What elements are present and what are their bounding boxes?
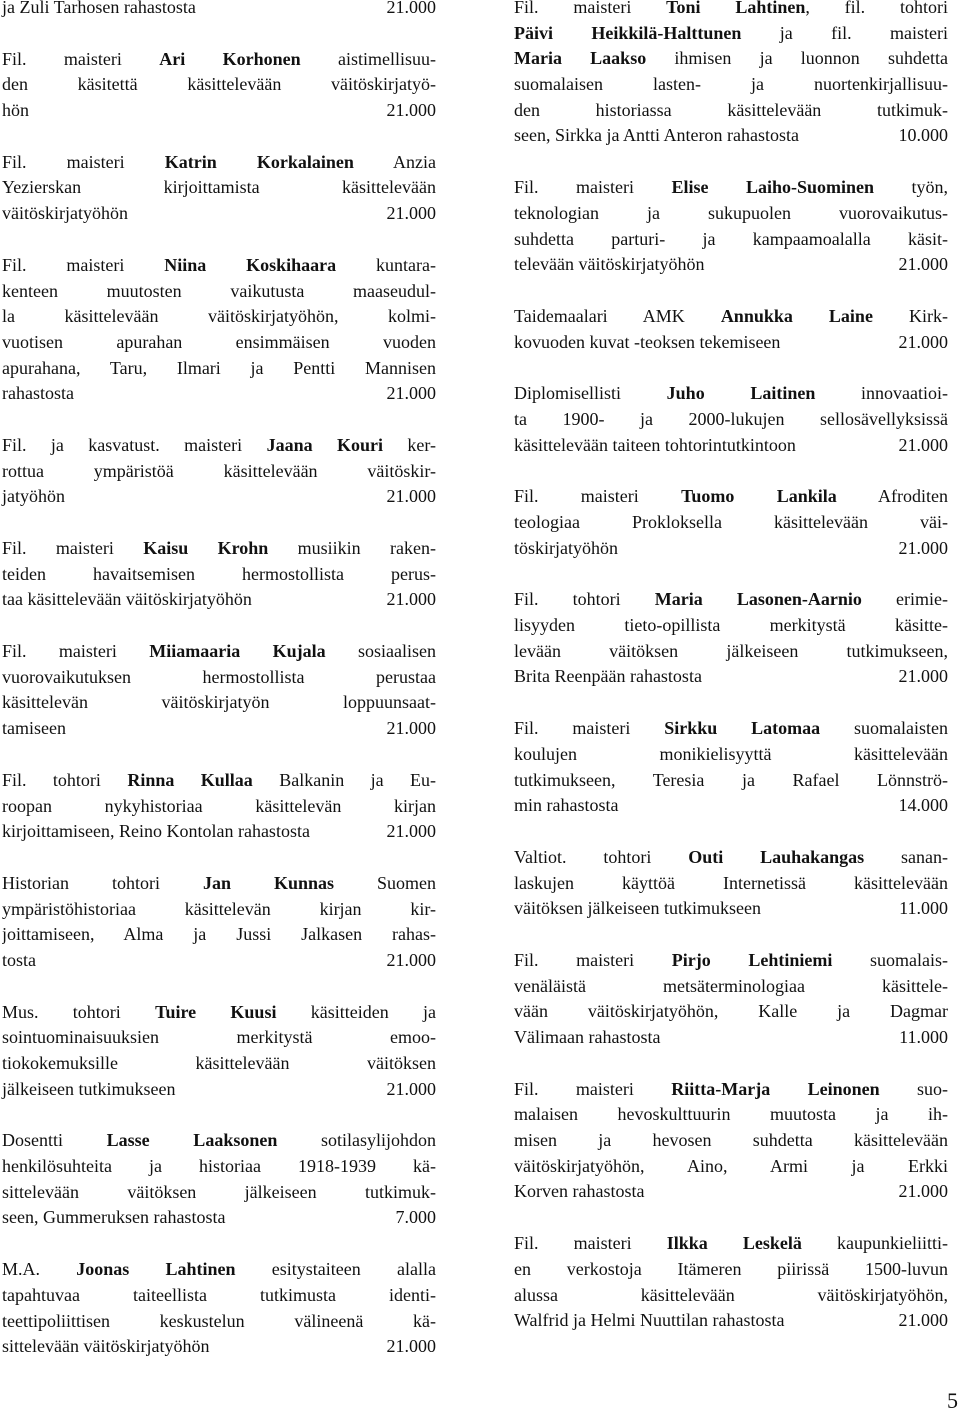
grant-entry (514, 1231, 948, 1334)
recipient-name: Ari Korhonen (159, 48, 301, 69)
recipient-name: Rinna Kullaa (127, 769, 253, 790)
grant-text: vuorovaikutuksen hermostollista perustaa (2, 666, 436, 687)
grant-text: suo- (879, 1078, 948, 1099)
grant-text: henkilösuhteita ja historiaa 1918-1939 kä- (2, 1156, 436, 1177)
grant-text: Fil. maisteri (514, 1233, 667, 1254)
grant-text-line (2, 201, 436, 227)
entry-spacer (514, 561, 948, 587)
grant-text: aistimellisuu- (300, 48, 436, 69)
grant-text-line (514, 639, 948, 665)
grant-text-line (514, 304, 948, 330)
grant-text: Fil. maisteri (514, 486, 682, 507)
grant-text: Fil. maisteri (2, 641, 150, 662)
entry-spacer (514, 149, 948, 175)
grant-amount: 10.000 (898, 125, 948, 146)
recipient-name: Maria Lasonen-Aarnio (654, 589, 862, 610)
grant-text-line (514, 1179, 948, 1205)
grant-text: la käsittelevään väitöskirjatyöhön, kolmi- (2, 306, 436, 327)
grant-text-line (2, 356, 436, 382)
grant-entry (2, 1257, 436, 1360)
grant-text-line (2, 1309, 436, 1335)
grant-text: misen ja hevosen suhdetta käsittelevään (514, 1130, 948, 1151)
grant-text: Fil. maisteri (2, 48, 160, 69)
entry-spacer (2, 974, 436, 1000)
entry-spacer (514, 355, 948, 381)
grant-text: roopan nykyhistoriaa käsittelevän kirjan (2, 795, 436, 816)
grant-text-line (514, 1257, 948, 1283)
grant-entry (514, 304, 948, 355)
grant-text: suhdetta parturi- ja kampaamoalalla käsit- (514, 228, 948, 249)
entry-spacer (514, 1205, 948, 1231)
grant-text: ihmisen ja luonnon suhdetta (646, 48, 948, 69)
entry-spacer (514, 1051, 948, 1077)
grant-text-line (2, 536, 436, 562)
grant-text: väitöskirjatyöhön (2, 203, 128, 224)
grant-text: käsittelevään taiteen tohtorintutkintoon (514, 434, 796, 455)
grant-text: malaisen hevoskulttuurin muutosta ja ih- (514, 1104, 948, 1125)
entry-spacer (514, 1334, 948, 1360)
grant-text: Mus. tohtori (2, 1001, 156, 1022)
grant-amount: 21.000 (898, 1181, 948, 1202)
grant-text-line (2, 72, 436, 98)
grant-text: esitystaiteen alalla (235, 1259, 436, 1280)
grant-text-line (2, 897, 436, 923)
grant-amount: 14.000 (898, 795, 948, 816)
entry-spacer (2, 613, 436, 639)
grant-text: Korven rahastosta (514, 1181, 645, 1202)
grant-amount: 21.000 (386, 718, 436, 739)
grant-text-line (2, 690, 436, 716)
grant-text-line (2, 304, 436, 330)
grant-text-line (2, 768, 436, 794)
recipient-name: Ilkka Leskelä (666, 1233, 802, 1254)
grant-amount: 21.000 (386, 1078, 436, 1099)
grant-text-line (2, 1077, 436, 1103)
entry-spacer (2, 21, 436, 47)
grant-text: teiden havaitsemisen hermostollista perus- (2, 563, 436, 584)
grant-text: den historiassa käsittelevään tutkimuk- (514, 99, 948, 120)
grant-amount: 21.000 (898, 666, 948, 687)
grant-text: seen, Gummeruksen rahastosta (2, 1207, 226, 1228)
grant-text: Fil. maisteri (514, 0, 667, 17)
grant-entry (2, 47, 436, 124)
entry-spacer (2, 1102, 436, 1128)
grant-text: Fil. maisteri (514, 177, 672, 198)
left-column (2, 0, 436, 1386)
grant-text: sanan- (864, 846, 948, 867)
grant-text: en verkostoja Itämeren piirissä 1500-luvun (514, 1258, 948, 1279)
recipient-name: Katrin Korkalainen (164, 151, 354, 172)
grant-text-line (514, 175, 948, 201)
grant-text-line (2, 1000, 436, 1026)
grant-text: innovaatioi- (815, 383, 948, 404)
grant-text: sittelevään väitöksen jälkeiseen tutkimuk- (2, 1181, 436, 1202)
grant-text: rottua ympäristöä käsittelevään väitöskir- (2, 460, 436, 481)
grant-text-line (514, 1128, 948, 1154)
grant-text: Välimaan rahastosta (514, 1027, 661, 1047)
grant-text: Fil. maisteri (514, 1078, 672, 1099)
grant-text: Fil. tohtori (2, 769, 128, 790)
grant-entry (2, 253, 436, 407)
grant-text-line (2, 150, 436, 176)
grant-entry (2, 1000, 436, 1103)
entry-spacer (514, 458, 948, 484)
grant-entry (2, 433, 436, 510)
grant-text: tapahtuvaa taiteellista tutkimusta identi- (2, 1284, 436, 1305)
grant-text: jälkeiseen tutkimukseen (2, 1078, 176, 1099)
grant-text-line (2, 1051, 436, 1077)
recipient-name: Jaana Kouri (266, 434, 383, 455)
grant-text-line (2, 639, 436, 665)
grant-text-line (514, 948, 948, 974)
grant-text-line (2, 433, 436, 459)
grant-amount: 21.000 (898, 434, 948, 455)
grant-amount: 21.000 (386, 821, 436, 842)
grant-text: ympäristöhistoriaa käsittelevän kirjan kir- (2, 898, 436, 919)
grant-amount: 21.000 (386, 1336, 436, 1357)
grant-text: apurahana, Taru, Ilmari ja Pentti Mannisen (2, 357, 436, 378)
grant-text: kovuoden kuvat -teoksen tekemiseen (514, 331, 781, 352)
recipient-name: Toni Lahtinen (666, 0, 806, 17)
grant-entry (2, 0, 436, 21)
grant-text-line (514, 974, 948, 1000)
grant-entry (2, 1128, 436, 1231)
grant-amount: 21.000 (386, 949, 436, 970)
grant-text: sointuominaisuuksien merkitystä emoo- (2, 1027, 436, 1048)
grant-text-line (514, 123, 948, 149)
grant-text: tutkimukseen, Teresia ja Rafael Lönnströ- (514, 769, 948, 790)
grant-text: Anzia (353, 151, 436, 172)
recipient-name: Kaisu Krohn (143, 538, 269, 558)
grant-text: suomalaisen lasten- ja nuortenkirjallisuu- (514, 74, 948, 95)
recipient-name: Tuomo Lankila (681, 486, 837, 507)
entry-spacer (514, 922, 948, 948)
grant-text-line (2, 381, 436, 407)
entry-spacer (2, 124, 436, 150)
grant-amount: 11.000 (899, 898, 948, 919)
grant-entry (2, 871, 436, 974)
grant-text-line (514, 510, 948, 536)
entry-spacer (2, 1231, 436, 1257)
grant-text: erimie- (861, 589, 948, 610)
grant-text-line (2, 459, 436, 485)
entry-spacer (2, 742, 436, 768)
grant-text: Fil. maisteri (514, 949, 672, 970)
grant-text: joittamiseen, Alma ja Jussi Jalkasen rahas- (2, 924, 436, 945)
grant-entry (514, 1077, 948, 1205)
recipient-name: Sirkku Latomaa (664, 718, 821, 739)
grant-text: teknologian ja sukupuolen vuorovaikutus- (514, 202, 948, 223)
grant-text: suomalaisten (820, 718, 948, 739)
grant-text: vään väitöskirjatyöhön, Kalle ja Dagmar (514, 1001, 948, 1022)
grant-text-line (2, 665, 436, 691)
grant-text-line (2, 279, 436, 305)
grant-text: väitöskirjatyöhön, Aino, Armi ja Erkki (514, 1155, 948, 1176)
grant-text: Balkanin ja Eu- (252, 769, 436, 790)
grant-text-line (514, 1231, 948, 1257)
grant-text-line (514, 768, 948, 794)
grant-text: sotilasylijohdon (277, 1130, 436, 1151)
grant-text-line (514, 46, 948, 72)
recipient-name: Juho Laitinen (666, 383, 816, 404)
grant-text-line (514, 201, 948, 227)
grant-text-line (514, 1154, 948, 1180)
recipient-name: Jan Kunnas (202, 872, 334, 893)
entry-spacer (2, 407, 436, 433)
grant-text: Fil. maisteri (2, 151, 165, 172)
grant-text-line (514, 330, 948, 356)
grant-text-line (2, 1205, 436, 1231)
grant-text: Kirk- (872, 305, 948, 326)
grant-text: töskirjatyöhön (514, 537, 618, 558)
grant-text: kenteen muutosten vaikutusta maaseudul- (2, 280, 436, 301)
grant-text: suomalais- (832, 949, 948, 970)
grant-text: lisyyden tieto-opillista merkitystä käsitte- (514, 615, 948, 636)
grant-entry (2, 768, 436, 845)
grant-amount: 21.000 (898, 254, 948, 275)
grant-text-line (514, 999, 948, 1025)
grant-text-line (2, 716, 436, 742)
grant-text-line (514, 793, 948, 819)
grant-text-line (514, 536, 948, 562)
grant-text: kirjoittamiseen, Reino Kontolan rahastosta (2, 821, 310, 842)
grant-text: taa käsittelevään väitöskirjatyöhön (2, 589, 252, 610)
grant-amount: 21.000 (386, 203, 436, 224)
grant-text-line (514, 407, 948, 433)
grant-text-line (2, 587, 436, 613)
entry-spacer (2, 227, 436, 253)
grant-text-line (514, 252, 948, 278)
grant-text: sittelevään väitöskirjatyöhön (2, 1336, 210, 1357)
grant-text-line (514, 1077, 948, 1103)
recipient-name: Tuire Kuusi (155, 1001, 277, 1022)
grant-text-line (514, 587, 948, 613)
grant-text: sosiaalisen (325, 641, 436, 662)
grant-text-line (514, 484, 948, 510)
grant-text-line (2, 1257, 436, 1283)
grant-text: den käsitettä käsittelevään väitöskirjatyö- (2, 74, 436, 95)
grant-text-line (514, 0, 948, 21)
grant-text: Afroditen (836, 486, 948, 507)
grant-text: Brita Reenpään rahastosta (514, 666, 702, 687)
grant-text: seen, Sirkka ja Antti Anteron rahastosta (514, 125, 799, 146)
grant-text-line (2, 1180, 436, 1206)
grant-text: Historian tohtori (2, 872, 203, 893)
grant-entry (514, 0, 948, 149)
grant-text: jatyöhön (2, 486, 65, 507)
entry-spacer (2, 1360, 436, 1386)
page-number: 5 (947, 1388, 958, 1413)
grant-text: käsitteiden ja (276, 1001, 436, 1022)
right-column (514, 0, 948, 1360)
grant-text-line (2, 1283, 436, 1309)
recipient-name: Joonas Lahtinen (76, 1259, 236, 1280)
grant-text: Fil. ja kasvatust. maisteri (2, 434, 267, 455)
recipient-name: Riitta-Marja Leinonen (671, 1078, 880, 1099)
grant-text: Suomen (333, 872, 436, 893)
grant-entry (514, 845, 948, 922)
grant-entry (2, 639, 436, 742)
grant-text-line (514, 871, 948, 897)
grant-entry (514, 948, 948, 1051)
grant-text-line (514, 613, 948, 639)
grant-text-line (514, 845, 948, 871)
entry-spacer (2, 510, 436, 536)
grant-text: Valtiot. tohtori (514, 846, 689, 867)
grant-entry (2, 150, 436, 227)
grant-amount: 21.000 (898, 537, 948, 558)
grant-text: hön (2, 100, 29, 121)
grant-text: kaupunkieliitti- (801, 1233, 948, 1254)
grant-text: ker- (382, 434, 436, 455)
entry-spacer (514, 819, 948, 845)
grant-text: televään väitöskirjatyöhön (514, 254, 705, 275)
recipient-name: Maria Laakso (514, 48, 647, 69)
grant-text-line (2, 819, 436, 845)
grant-entry (514, 716, 948, 819)
grant-text: Fil. maisteri (2, 538, 144, 558)
grant-text-line (514, 381, 948, 407)
grant-amount: 21.000 (386, 383, 436, 404)
grant-text-line (2, 1025, 436, 1051)
grant-text-line (2, 47, 436, 73)
grant-text: musiikin raken- (268, 538, 436, 558)
grant-text: Yezierskan kirjoittamista käsittelevään (2, 177, 436, 198)
grant-text-line (2, 871, 436, 897)
grant-text-line (2, 562, 436, 588)
grant-text-line (2, 948, 436, 974)
grant-text: Walfrid ja Helmi Nuuttilan rahastosta (514, 1310, 785, 1331)
grant-text-line (514, 1283, 948, 1309)
grant-text-line (514, 664, 948, 690)
entry-spacer (514, 278, 948, 304)
grant-text-line (2, 484, 436, 510)
grant-text: rahastosta (2, 383, 74, 404)
grant-text-line (2, 1334, 436, 1360)
grant-text-line (2, 922, 436, 948)
grant-text: venäläistä metsäterminologiaa käsittele- (514, 975, 948, 996)
grant-text: Dosentti (2, 1130, 107, 1151)
grant-text: M.A. (2, 1259, 77, 1280)
grant-text-line (514, 227, 948, 253)
grant-text: Fil. maisteri (514, 718, 665, 739)
grant-text-line (514, 742, 948, 768)
grant-text-line (2, 175, 436, 201)
recipient-name: Annukka Laine (720, 305, 873, 326)
recipient-name: Päivi Heikkilä-Halttunen (514, 22, 742, 43)
grant-text: Fil. tohtori (514, 589, 655, 610)
grant-amount: 21.000 (386, 100, 436, 121)
grant-text: teettipoliittisen keskustelun välineenä kä- (2, 1310, 436, 1331)
grant-amount: 21.000 (386, 486, 436, 507)
grant-text-line (2, 794, 436, 820)
grant-text: ja Zuli Tarhosen rahastosta (2, 0, 196, 17)
grant-entry (514, 381, 948, 458)
entry-spacer (514, 690, 948, 716)
grant-amount: 21.000 (386, 0, 436, 17)
grant-text-line (2, 1154, 436, 1180)
grant-text: väitöksen jälkeiseen tutkimukseen (514, 898, 761, 919)
grant-text: alussa käsittelevään väitöskirjatyöhön, (514, 1284, 948, 1305)
grant-amount: 7.000 (395, 1207, 436, 1228)
grant-text: vuotisen apurahan ensimmäisen vuoden (2, 331, 436, 352)
grant-text: laskujen käyttöä Internetissä käsittelevään (514, 872, 948, 893)
grant-text-line (514, 1102, 948, 1128)
grant-text: työn, (874, 177, 948, 198)
recipient-name: Miiamaaria Kujala (149, 641, 326, 662)
grant-text-line (514, 896, 948, 922)
grant-entry (514, 587, 948, 690)
recipient-name: Niina Koskihaara (164, 254, 337, 275)
entry-spacer (2, 845, 436, 871)
recipient-name: Elise Laiho-Suominen (671, 177, 874, 198)
grant-text-line (514, 98, 948, 124)
grant-text: tosta (2, 949, 36, 970)
grant-text-line (514, 716, 948, 742)
grant-amount: 11.000 (899, 1027, 948, 1047)
grant-text: kuntara- (336, 254, 436, 275)
grant-text: , fil. tohtori (805, 0, 948, 17)
grant-text: Taidemaalari AMK (514, 305, 721, 326)
grant-text: tamiseen (2, 718, 66, 739)
grant-text: Fil. maisteri (2, 254, 165, 275)
grant-amount: 21.000 (386, 589, 436, 610)
recipient-name: Outi Lauhakangas (688, 846, 865, 867)
grant-text-line (514, 72, 948, 98)
recipient-name: Pirjo Lehtiniemi (671, 949, 833, 970)
grant-text: ja fil. maisteri (741, 22, 948, 43)
grant-text-line (2, 330, 436, 356)
grant-text-line (514, 1308, 948, 1334)
grant-entry (514, 484, 948, 561)
grant-amount: 21.000 (898, 331, 948, 352)
grant-text-line (2, 98, 436, 124)
grant-amount: 21.000 (898, 1310, 948, 1331)
recipient-name: Lasse Laaksonen (106, 1130, 278, 1151)
grant-text: koulujen monikielisyyttä käsittelevään (514, 743, 948, 764)
grant-text: tiokokemuksille käsittelevään väitöksen (2, 1053, 436, 1073)
grant-text-line (514, 21, 948, 47)
grant-text: teologiaa Prokloksella käsittelevään väi- (514, 512, 948, 532)
grant-entry (514, 175, 948, 278)
grant-entry (2, 536, 436, 613)
grant-text: Diplomisellisti (514, 383, 667, 404)
grant-text-line (514, 433, 948, 459)
grant-text-line (2, 0, 436, 21)
grant-text-line (2, 1128, 436, 1154)
grant-text: levään väitöksen jälkeiseen tutkimukseen, (514, 640, 948, 661)
grant-text: ta 1900- ja 2000-lukujen sellosävellyksissä (514, 408, 948, 429)
grant-text: käsittelevän väitöskirjatyön loppuunsaat- (2, 692, 436, 713)
grant-text-line (2, 253, 436, 279)
grant-text: min rahastosta (514, 795, 619, 816)
grant-text-line (514, 1025, 948, 1051)
